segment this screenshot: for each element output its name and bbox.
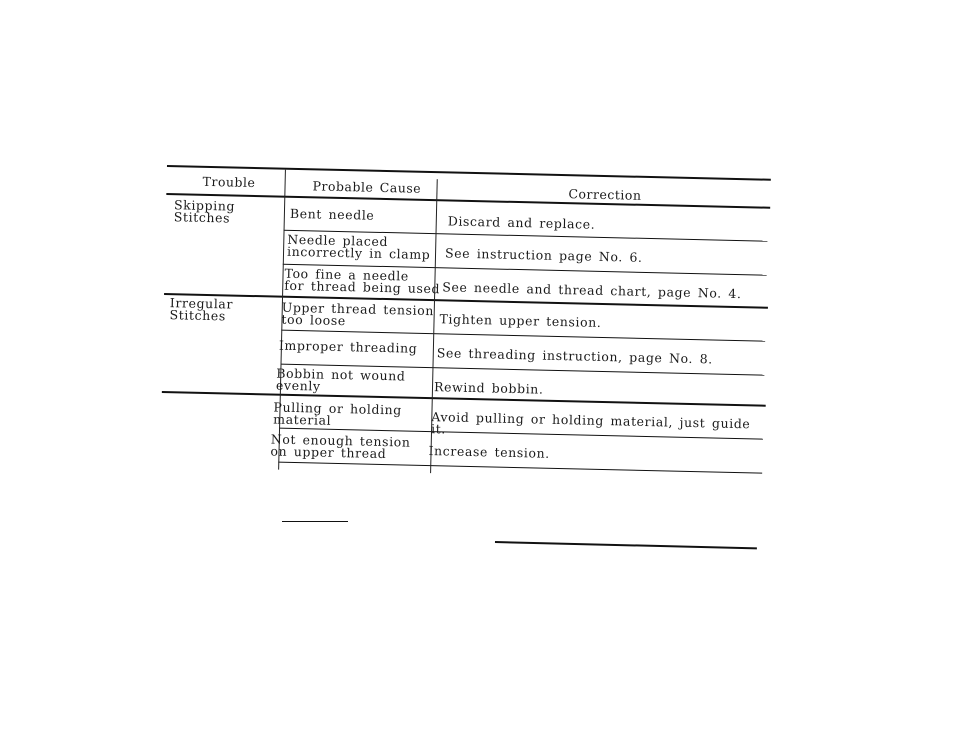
- header-trouble: Trouble: [202, 173, 256, 191]
- cause-cell: Improper threading: [278, 337, 418, 356]
- correction-cell: Increase tension.: [428, 443, 550, 461]
- cause-cell: Not enough tension on upper thread: [270, 431, 411, 462]
- correction-cell: See threading instruction, page No. 8.: [436, 345, 713, 367]
- troubleshooting-table: [158, 165, 769, 484]
- correction-cell: Rewind bobbin.: [433, 379, 544, 397]
- cause-cell: Upper thread tension too loose: [281, 299, 435, 329]
- correction-cell: Tighten upper tension.: [439, 311, 602, 330]
- correction-cell: Discard and replace.: [447, 213, 596, 232]
- correction-cell: See instruction page No. 6.: [444, 245, 643, 265]
- header-probable-cause: Probable Cause: [312, 178, 422, 196]
- header-correction: Correction: [568, 186, 642, 203]
- cause-cell: Pulling or holding material: [273, 399, 403, 428]
- short-underline: [282, 521, 348, 522]
- correction-cell: Avoid pulling or holding material, just guide it.: [430, 409, 751, 437]
- correction-cell: See needle and thread chart, page No. 4.: [442, 279, 742, 302]
- cause-cell: Bobbin not wound evenly: [275, 365, 406, 394]
- table-top-rule: [167, 165, 771, 181]
- cause-cell: Too fine a needle for thread being used: [284, 265, 441, 297]
- cause-cell: Needle placed incorrectly in clamp: [286, 231, 431, 263]
- header-bottom-rule: [166, 193, 770, 209]
- long-footer-rule: [495, 541, 757, 549]
- trouble-label: Skipping Stitches: [173, 197, 236, 226]
- trouble-label: Irregular Stitches: [169, 295, 234, 324]
- cause-cell: Bent needle: [289, 205, 375, 223]
- table-bottom-rule: [278, 462, 762, 474]
